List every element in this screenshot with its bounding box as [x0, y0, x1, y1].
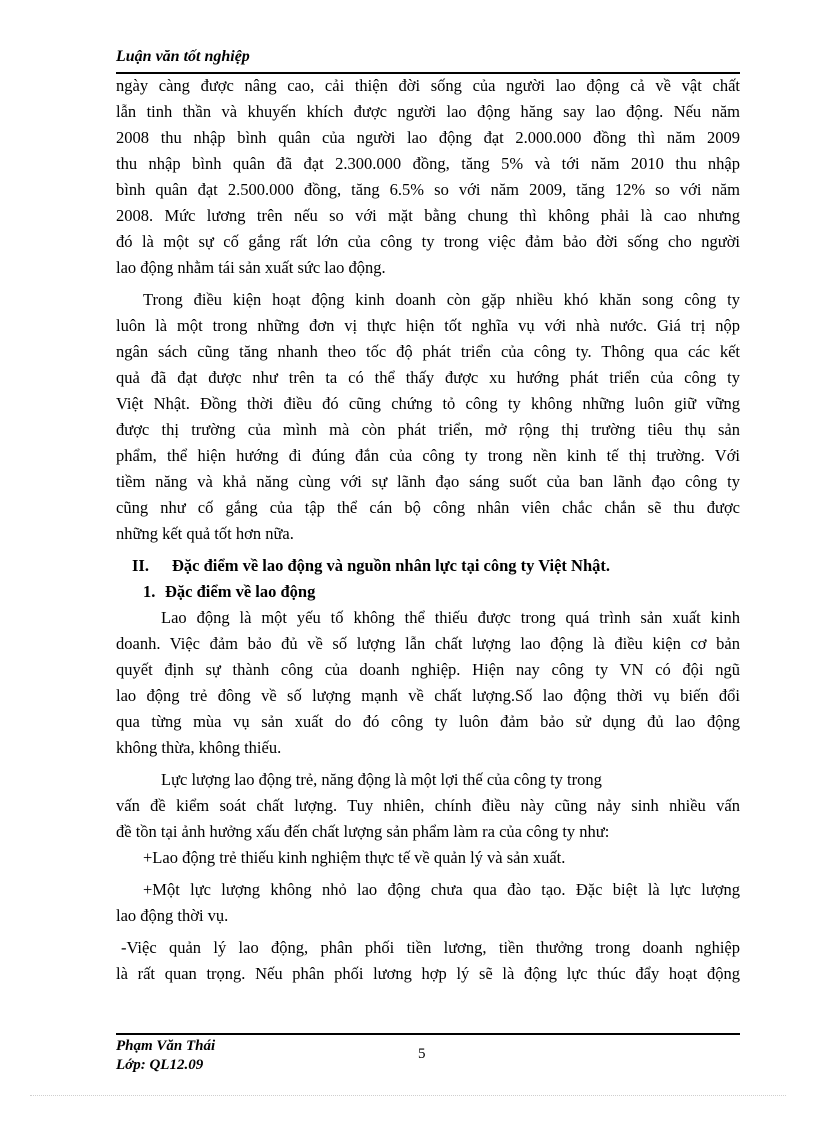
paragraph-young-workforce — [116, 767, 740, 845]
text-line: cũng như cố gắng của tập thể cán bộ công nhân viên chắc chắn sẽ thu được — [116, 498, 740, 517]
subsection-heading — [116, 579, 740, 605]
text-line: được thị trường của mình mà còn phát triển, mở rộng thị trường tiêu thụ sản — [116, 420, 740, 439]
text-line: 2008. Mức lương trên nếu so với mặt bằng chung thì không phải là cao nhưng — [116, 206, 740, 225]
section-number: II. — [132, 556, 149, 575]
text-line: bình quân đạt 2.500.000 đồng, tăng 6.5% so với năm 2009, tăng 12% so với năm — [116, 180, 740, 199]
text-line: phẩm, thể hiện hướng đi đúng đắn của công ty trong nền kinh tế thị trường. Với — [116, 446, 740, 465]
subsection-title: Đặc điểm về lao động — [165, 582, 316, 601]
header-title: Luận văn tốt nghiệp — [116, 48, 250, 65]
page-number: 5 — [418, 1046, 426, 1062]
paragraph-income — [116, 73, 740, 281]
text-line: không thừa, không thiếu. — [116, 738, 282, 757]
text-line: qua từng mùa vụ sản xuất do đó công ty luôn đảm bảo sử dụng đủ lao động — [116, 712, 740, 731]
text-line: luôn là một trong những đơn vị thực hiện tốt nghĩa vụ với nhà nước. Giá trị nộp — [116, 316, 740, 335]
text-line: lao động nhằm tái sản xuất sức lao động. — [116, 258, 386, 277]
text-line: -Việc quản lý lao động, phân phối tiền lương, tiền thưởng trong doanh nghiệp — [121, 938, 740, 957]
text-line: ngày càng được nâng cao, cải thiện đời sống của người lao động cả về vật chất — [116, 76, 740, 95]
text-line: thu nhập bình quân đã đạt 2.300.000 đồng, tăng 5% và tới năm 2010 thu nhập — [116, 154, 740, 173]
text-line: 2008 thu nhập bình quân của người lao động đạt 2.000.000 đồng thì năm 2009 — [116, 128, 740, 147]
footer-rule — [116, 1033, 740, 1035]
page-edge-divider — [30, 1095, 786, 1096]
footer-author-block — [116, 1037, 215, 1075]
text-line: lao động thời vụ. — [116, 906, 229, 925]
text-line: quyết định sự thành công của doanh nghiệp. Hiện nay công ty VN có đội ngũ — [116, 660, 740, 679]
text-line: quả đã đạt được như trên ta có thể thấy được xu hướng phát triển của công ty — [116, 368, 740, 387]
text-line: Lực lượng lao động trẻ, năng động là một lợi thế của công ty trong — [161, 770, 602, 789]
paragraph-business-conditions — [116, 287, 740, 547]
text-line: Lao động là một yếu tố không thể thiếu được trong quá trình sản xuất kinh — [161, 608, 740, 627]
text-line: lao động trẻ đông về số lượng mạnh về chất lượng.Số lao động thời vụ biến đổi — [116, 686, 740, 705]
paragraph-labor — [116, 605, 740, 761]
text-line: doanh. Việc đảm bảo đủ về số lượng lẫn chất lượng lao động là điều kiện cơ bản — [116, 634, 740, 653]
text-line: lẫn tinh thần và khuyến khích được người lao động hăng say lao động. Nếu năm — [116, 102, 740, 121]
text-line: vấn đề kiểm soát chất lượng. Tuy nhiên, chính điều này cũng nảy sinh nhiều vấn — [116, 796, 740, 815]
text-line: đó là một sự cố gắng rất lớn của công ty trong việc đảm bảo đời sống cho người — [116, 232, 740, 251]
bullet-item — [116, 845, 740, 871]
bullet-item — [116, 877, 740, 929]
footer-author: Phạm Văn Thái — [116, 1038, 216, 1054]
footer-class: Lớp: QL12.09 — [116, 1057, 204, 1073]
text-line: Việt Nhật. Đồng thời điều đó cũng chứng tỏ công ty không những luôn giữ vững — [116, 394, 740, 413]
text-line: là rất quan trọng. Nếu phân phối lương hợp lý sẽ là động lực thúc đẩy hoạt động — [116, 964, 740, 983]
subsection-number: 1. — [143, 582, 156, 601]
text-line: Trong điều kiện hoạt động kinh doanh còn gặp nhiều khó khăn song công ty — [143, 290, 740, 309]
text-line: +Một lực lượng không nhỏ lao động chưa qua đào tạo. Đặc biệt là lực lượng — [143, 880, 740, 899]
text-line: đề tồn tại ảnh hưởng xấu đến chất lượng sản phẩm làm ra của công ty như: — [116, 822, 610, 841]
section-title: Đặc điểm về lao động và nguồn nhân lực tại công ty Việt Nhật. — [172, 556, 611, 575]
text-line: ngân sách cũng tăng nhanh theo tốc độ phát triển của công ty. Thông qua các kết — [116, 342, 740, 361]
text-line: +Lao động trẻ thiếu kinh nghiệm thực tế về quản lý và sản xuất. — [143, 848, 566, 867]
text-line: những kết quả tốt hơn nữa. — [116, 524, 294, 543]
section-heading — [116, 553, 740, 579]
paragraph-management — [116, 935, 740, 987]
text-line: tiềm năng và khả năng cùng với sự lãnh đạo sáng suốt của ban lãnh đạo công ty — [116, 472, 740, 491]
document-body — [116, 73, 740, 987]
